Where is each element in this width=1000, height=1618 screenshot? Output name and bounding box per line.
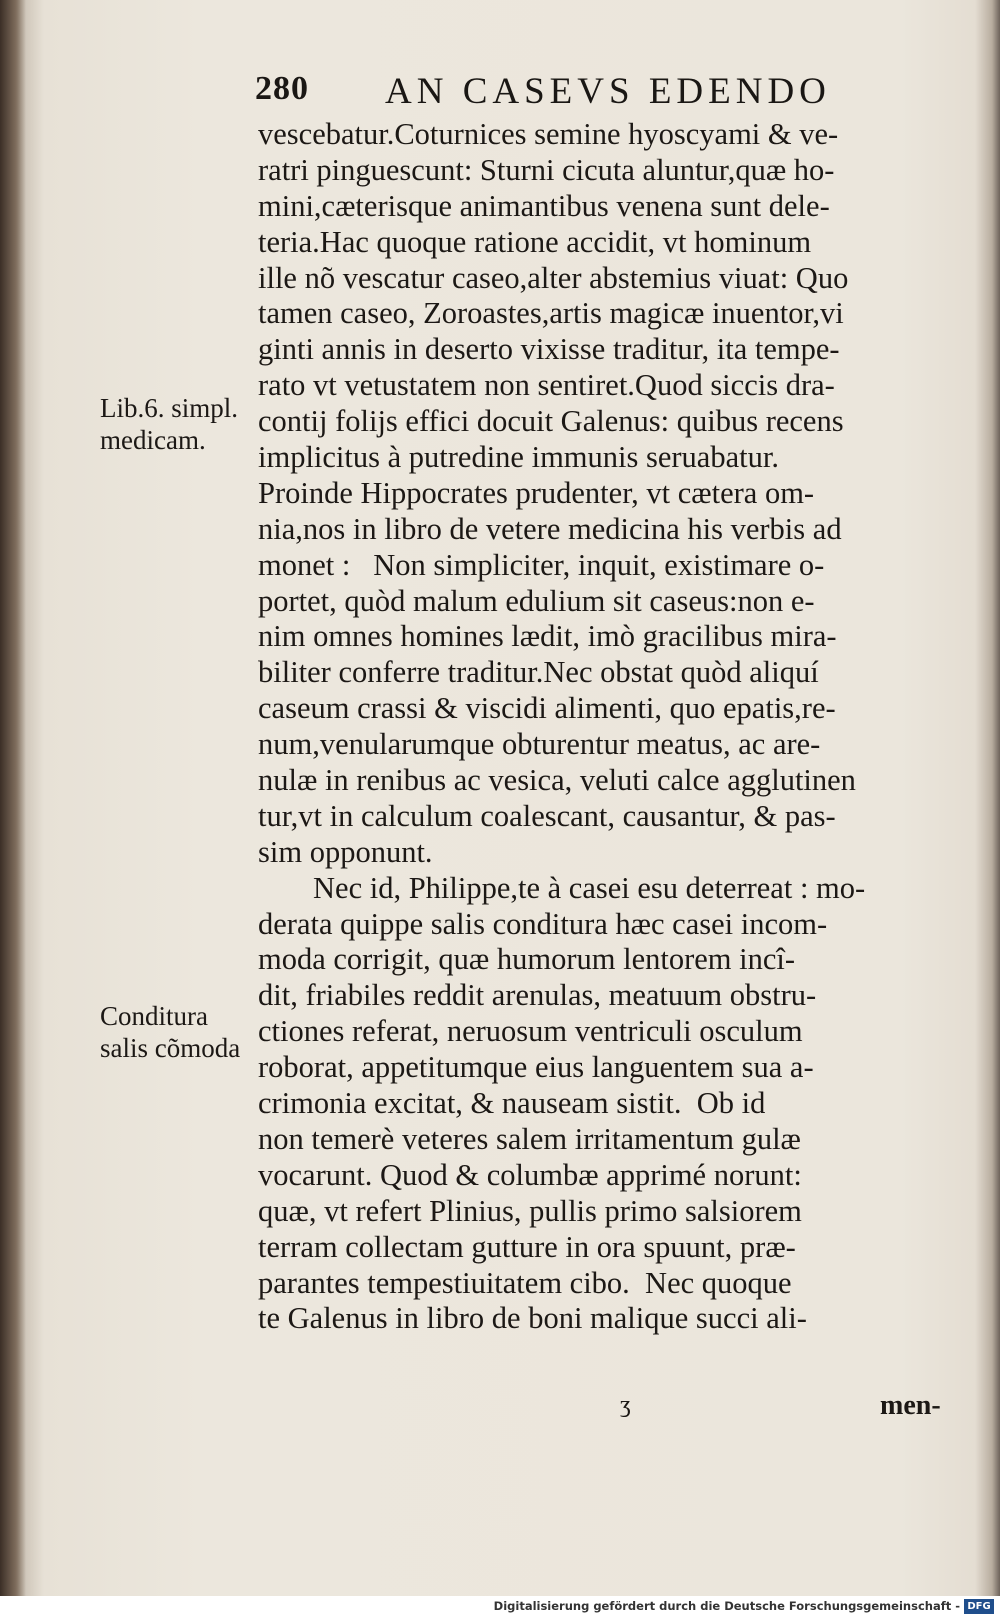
text-line: nia,nos in libro de vetere medicina his verbis ad	[258, 511, 842, 546]
text-line: ctiones referat, neruosum ventriculi osculum	[258, 1014, 803, 1049]
running-title: AN CASEVS EDENDO	[385, 71, 831, 112]
text-line: portet, quòd malum edulium sit caseus:non e-	[258, 583, 815, 618]
text-line: nim omnes homines lædit, imò gracilibus mira-	[258, 619, 837, 654]
paragraph-start-line: Nec id, Philippe,te à casei esu deterreat : mo-	[313, 870, 866, 905]
page-header	[255, 62, 955, 122]
margin-note-reference: Lib.6. simpl. medicam.	[100, 393, 239, 455]
text-line: non temerè veteres salem irritamentum gulæ	[258, 1121, 801, 1156]
text-line: terram collectam gutture in ora spuunt, præ-	[258, 1229, 796, 1264]
text-line: vocarunt. Quod & columbæ apprimé norunt:	[258, 1157, 802, 1192]
text-line: sim opponunt.	[258, 834, 433, 869]
text-line: mini,cæterisque animantibus venena sunt dele-	[258, 188, 830, 223]
signature-mark: ʒ	[620, 1392, 631, 1418]
text-line: derata quippe salis conditura hæc casei incom-	[258, 906, 828, 941]
book-spine	[0, 0, 26, 1618]
digitization-footer	[0, 1596, 1000, 1618]
text-line: moda corrigit, quæ humorum lentorem incî-	[258, 942, 796, 977]
text-line: teria.Hac quoque ratione accidit, vt hominum	[258, 224, 812, 259]
text-line: quæ, vt refert Plinius, pullis primo salsiorem	[258, 1193, 802, 1228]
text-line: vescebatur.Coturnices semine hyoscyami & ve-	[258, 117, 839, 151]
text-line: caseum crassi & viscidi alimenti, quo epatis,re-	[258, 691, 836, 726]
margin-note-conditura: Conditura salis cõmoda	[100, 1001, 241, 1063]
text-line: roborat, appetitumque eius languentem sua a-	[258, 1050, 814, 1085]
text-line: biliter conferre traditur.Nec obstat quòd aliquí	[258, 655, 819, 690]
text-line: contij folijs effici docuit Galenus: quibus recens	[258, 404, 844, 439]
footer-credit: Digitalisierung gefördert durch die Deutsche Forschungsgemeinschaft -	[493, 1599, 960, 1613]
text-line: crimonia excitat, & nauseam sistit. Ob id	[258, 1086, 766, 1121]
body-text	[258, 117, 968, 1337]
text-line: dit, friabiles reddit arenulas, meatuum obstru-	[258, 978, 817, 1013]
text-line: monet : Non simpliciter, inquit, existimare o-	[258, 547, 825, 582]
text-line: Proinde Hippocrates prudenter, vt cætera om-	[258, 475, 815, 510]
catchword: men-	[880, 1390, 941, 1421]
text-line: num,venularumque obturentur meatus, ac are-	[258, 727, 821, 762]
page-number: 280	[255, 70, 309, 107]
text-line: ratri pinguescunt: Sturni cicuta aluntur,quæ ho-	[258, 152, 835, 187]
text-line: ginti annis in deserto vixisse traditur, ita tempe-	[258, 332, 840, 367]
dfg-logo-icon: DFG	[964, 1599, 994, 1614]
text-line: rato vt vetustatem non sentiret.Quod siccis dra-	[258, 368, 835, 403]
text-line: te Galenus in libro de boni malique succi ali-	[258, 1301, 807, 1336]
text-line: tamen caseo, Zoroastes,artis magicæ inuentor,vi	[258, 296, 844, 331]
text-line: nulæ in renibus ac vesica, veluti calce agglutinen	[258, 763, 856, 798]
text-line: tur,vt in calculum coalescant, causantur, & pas-	[258, 798, 836, 833]
text-line: implicitus à putredine immunis seruabatur.	[258, 440, 779, 475]
text-line: ille nõ vescatur caseo,alter abstemius viuat: Quo	[258, 260, 849, 295]
text-line: parantes tempestiuitatem cibo. Nec quoque	[258, 1265, 792, 1300]
